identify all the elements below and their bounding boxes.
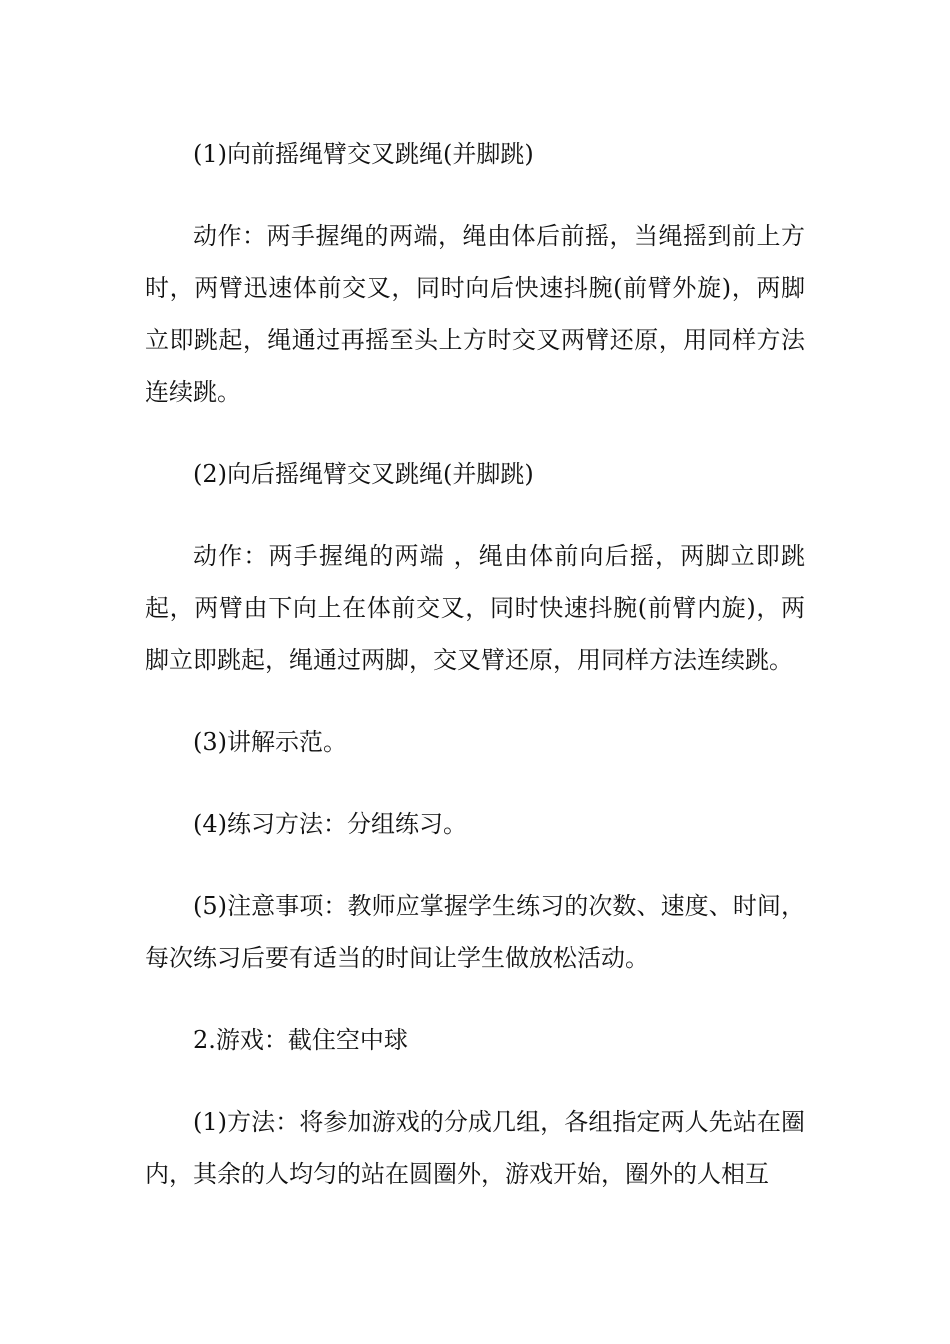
subheading-forward-cross-jump: (1)向前摇绳臂交叉跳绳(并脚跳) <box>193 140 534 168</box>
paragraph-backward-cross-jump-action: 动作：两手握绳的两端 ，绳由体前向后摇，两脚立即跳起，两臂由下向上在体前交叉，同时快速抖腕(前臂内旋)，两脚立即跳起，绳通过两脚，交叉臂还原，用同样方法连续跳。 <box>145 542 805 674</box>
document-body <box>145 128 805 1230</box>
paragraph-forward-cross-jump-action: 动作：两手握绳的两端，绳由体后前摇，当绳摇到前上方时，两臂迅速体前交叉，同时向后快速抖腕(前臂外旋)，两脚立即跳起，绳通过再摇至头上方时交叉两臂还原，用同样方法连续跳。 <box>145 222 805 406</box>
paragraph-practice-method: (4)练习方法：分组练习。 <box>193 810 467 838</box>
subheading-backward-cross-jump: (2)向后摇绳臂交叉跳绳(并脚跳) <box>193 460 534 488</box>
subheading-game: 2.游戏：截住空中球 <box>193 1026 408 1054</box>
paragraph-precautions: (5)注意事项：教师应掌握学生练习的次数、速度、时间，每次练习后要有适当的时间让学生做放松活动。 <box>145 892 805 972</box>
paragraph-demonstration: (3)讲解示范。 <box>193 728 347 756</box>
paragraph-game-method: (1)方法：将参加游戏的分成几组，各组指定两人先站在圈内，其余的人均匀的站在圆圈外，游戏开始，圈外的人相互 <box>145 1108 805 1188</box>
